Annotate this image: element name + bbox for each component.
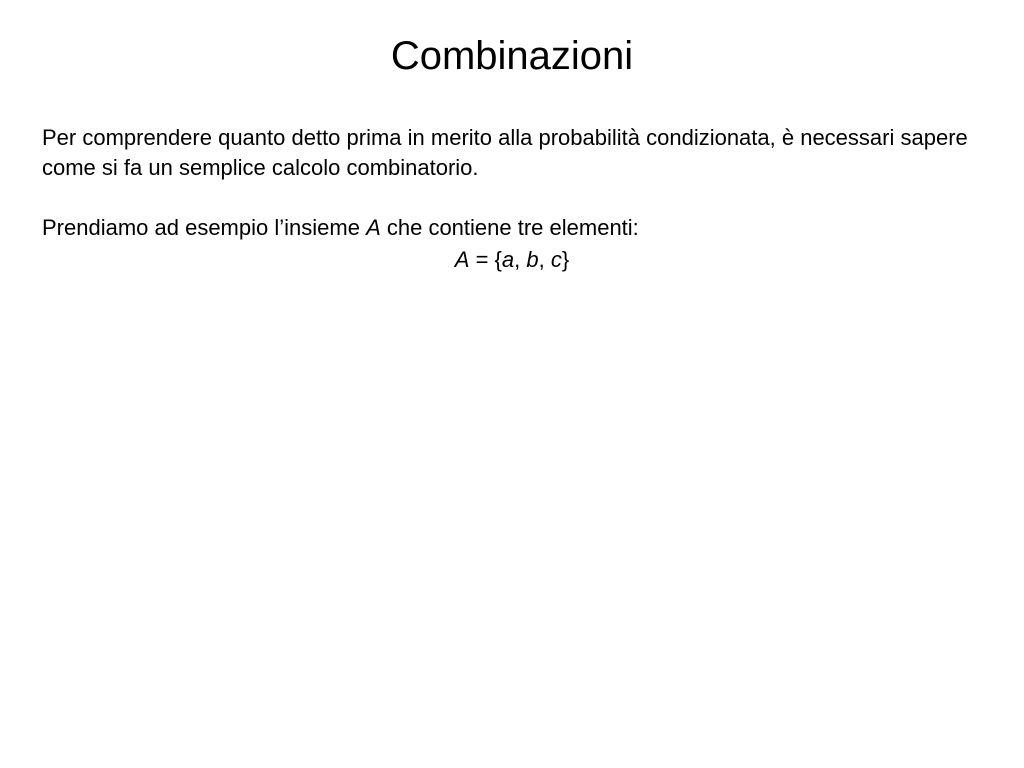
formula-set-name: A <box>454 247 470 272</box>
formula-equals-open: = { <box>469 247 502 272</box>
set-name-inline: A <box>366 215 381 240</box>
slide-title: Combinazioni <box>390 34 634 78</box>
example-text-before: Prendiamo ad esempio l’insieme <box>42 215 367 240</box>
formula-element-b: b <box>526 247 539 272</box>
example-paragraph <box>42 213 992 243</box>
formula-separator-1: , <box>514 247 527 272</box>
formula-element-c: c <box>550 247 562 272</box>
formula-element-a: a <box>501 247 515 272</box>
formula-close: } <box>561 247 570 272</box>
formula-separator-2: , <box>538 247 551 272</box>
slide-body <box>42 123 992 243</box>
example-text-after: che contiene tre elementi: <box>380 215 639 240</box>
intro-paragraph: Per comprendere quanto detto prima in merito alla probabilità condizionata, è necessari sapere come si fa un semplice calcolo combinatorio. <box>42 125 968 180</box>
set-formula <box>0 245 1024 275</box>
